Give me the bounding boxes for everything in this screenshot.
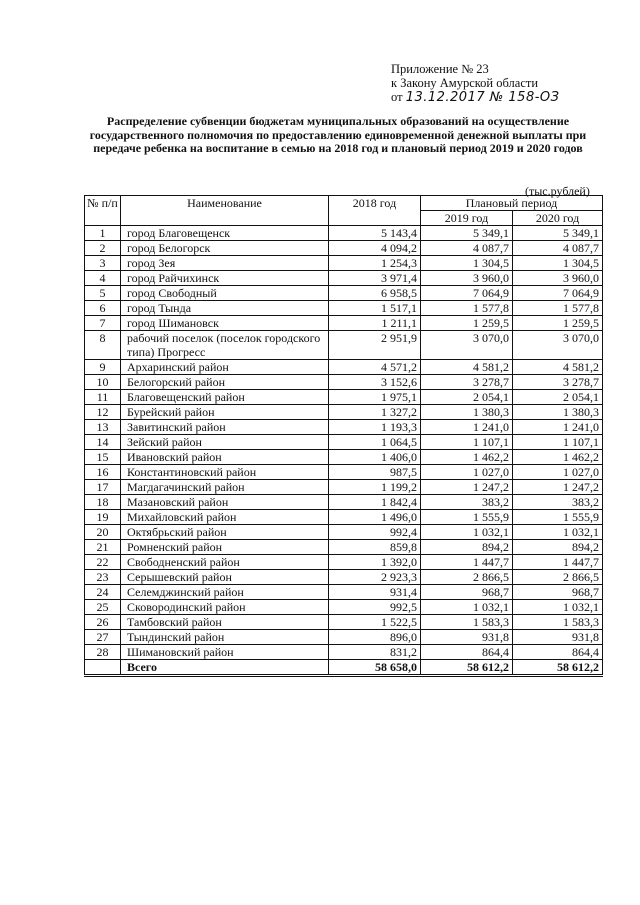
- row-value-2020: 383,2: [513, 495, 603, 510]
- row-value-2020: 1 555,9: [513, 510, 603, 525]
- row-value-2018: 987,5: [329, 465, 421, 480]
- row-value-2018: 992,4: [329, 525, 421, 540]
- row-name: Ивановский район: [121, 450, 329, 465]
- row-value-2018: 1 193,3: [329, 420, 421, 435]
- row-value-2018: 1 496,0: [329, 510, 421, 525]
- row-number: 22: [85, 555, 121, 570]
- appendix-date-line: [391, 90, 559, 105]
- row-name: Завитинский район: [121, 420, 329, 435]
- appendix-number: Приложение № 23: [391, 62, 489, 76]
- row-value-2019: 1 027,0: [421, 465, 513, 480]
- row-value-2019: 1 583,3: [421, 615, 513, 630]
- row-name: Октябрьский район: [121, 525, 329, 540]
- row-value-2020: 4 581,2: [513, 360, 603, 375]
- row-number: 9: [85, 360, 121, 375]
- subvention-table: [84, 195, 603, 677]
- row-name: город Тында: [121, 301, 329, 316]
- row-value-2020: 3 960,0: [513, 271, 603, 286]
- row-number: 1: [85, 226, 121, 241]
- row-value-2019: 2 054,1: [421, 390, 513, 405]
- row-value-2020: 931,8: [513, 630, 603, 645]
- row-value-2019: 4 087,7: [421, 241, 513, 256]
- row-value-2019: 894,2: [421, 540, 513, 555]
- row-number: 26: [85, 615, 121, 630]
- row-number: 20: [85, 525, 121, 540]
- table-row: [85, 480, 603, 495]
- row-name: Тындинский район: [121, 630, 329, 645]
- header-2020: 2020 год: [513, 211, 603, 226]
- row-value-2020: 1 577,8: [513, 301, 603, 316]
- row-value-2018: 931,4: [329, 585, 421, 600]
- table-body: [85, 226, 603, 676]
- row-value-2020: 1 380,3: [513, 405, 603, 420]
- row-value-2019: 1 380,3: [421, 405, 513, 420]
- row-value-2019: 4 581,2: [421, 360, 513, 375]
- row-name: Серышевский район: [121, 570, 329, 585]
- row-number: 21: [85, 540, 121, 555]
- row-value-2019: 1 247,2: [421, 480, 513, 495]
- row-value-2018: 831,2: [329, 645, 421, 660]
- row-value-2018: 992,5: [329, 600, 421, 615]
- header-planned-period: Плановый период: [421, 196, 603, 211]
- row-name: рабочий поселок (поселок городского типа) Прогресс: [121, 331, 329, 360]
- row-value-2020: 5 349,1: [513, 226, 603, 241]
- row-name: город Зея: [121, 256, 329, 271]
- table-row: [85, 525, 603, 540]
- table-row: [85, 630, 603, 645]
- row-value-2019: 1 555,9: [421, 510, 513, 525]
- table-row: [85, 331, 603, 360]
- row-value-2018: 2 951,9: [329, 331, 421, 360]
- row-name: город Шимановск: [121, 316, 329, 331]
- table-row: [85, 540, 603, 555]
- appendix-block: [391, 62, 559, 105]
- row-name: Магдагачинский район: [121, 480, 329, 495]
- row-value-2018: 4 571,2: [329, 360, 421, 375]
- row-value-2018: 1 064,5: [329, 435, 421, 450]
- row-number: 23: [85, 570, 121, 585]
- row-value-2019: 3 278,7: [421, 375, 513, 390]
- row-value-2018: 1 254,3: [329, 256, 421, 271]
- table-row: [85, 390, 603, 405]
- row-value-2019: 383,2: [421, 495, 513, 510]
- row-value-2018: 1 211,1: [329, 316, 421, 331]
- row-name: город Благовещенск: [121, 226, 329, 241]
- row-value-2019: 1 447,7: [421, 555, 513, 570]
- row-value-2020: 1 241,0: [513, 420, 603, 435]
- row-value-2019: 1 032,1: [421, 600, 513, 615]
- row-value-2018: 3 971,4: [329, 271, 421, 286]
- row-number: 28: [85, 645, 121, 660]
- table-row: [85, 420, 603, 435]
- table-row: [85, 360, 603, 375]
- row-number: 13: [85, 420, 121, 435]
- row-name: город Свободный: [121, 286, 329, 301]
- row-value-2018: 1 199,2: [329, 480, 421, 495]
- row-value-2018: 6 958,5: [329, 286, 421, 301]
- row-value-2020: 1 032,1: [513, 600, 603, 615]
- row-value-2018: 1 975,1: [329, 390, 421, 405]
- row-value-2019: 968,7: [421, 585, 513, 600]
- row-value-2019: 7 064,9: [421, 286, 513, 301]
- row-value-2020: 7 064,9: [513, 286, 603, 301]
- total-2020: 58 612,2: [513, 660, 603, 676]
- row-number: 6: [85, 301, 121, 316]
- row-value-2019: 3 070,0: [421, 331, 513, 360]
- row-value-2020: 968,7: [513, 585, 603, 600]
- handwritten-date-number: 13.12.2017 № 158-ОЗ: [405, 90, 560, 105]
- row-value-2018: 4 094,2: [329, 241, 421, 256]
- table-row: [85, 450, 603, 465]
- row-value-2019: 1 259,5: [421, 316, 513, 331]
- table-row: [85, 615, 603, 630]
- table-row: [85, 256, 603, 271]
- header-2018: 2018 год: [329, 196, 421, 226]
- total-row: [85, 660, 603, 676]
- row-value-2020: 2 866,5: [513, 570, 603, 585]
- row-number: 4: [85, 271, 121, 286]
- row-value-2020: 3 070,0: [513, 331, 603, 360]
- total-num: [85, 660, 121, 676]
- table-row: [85, 241, 603, 256]
- row-value-2020: 1 259,5: [513, 316, 603, 331]
- row-name: город Райчихинск: [121, 271, 329, 286]
- row-name: Архаринский район: [121, 360, 329, 375]
- row-value-2018: 859,8: [329, 540, 421, 555]
- row-name: Благовещенский район: [121, 390, 329, 405]
- row-value-2020: 2 054,1: [513, 390, 603, 405]
- row-value-2020: 1 027,0: [513, 465, 603, 480]
- total-label: Всего: [121, 660, 329, 676]
- row-name: город Белогорск: [121, 241, 329, 256]
- row-value-2020: 1 447,7: [513, 555, 603, 570]
- row-value-2018: 1 392,0: [329, 555, 421, 570]
- table-row: [85, 301, 603, 316]
- row-number: 5: [85, 286, 121, 301]
- row-value-2019: 1 304,5: [421, 256, 513, 271]
- header-name: Наименование: [121, 196, 329, 226]
- row-name: Селемджинский район: [121, 585, 329, 600]
- row-value-2020: 3 278,7: [513, 375, 603, 390]
- row-value-2018: 1 406,0: [329, 450, 421, 465]
- table-row: [85, 555, 603, 570]
- row-value-2018: 5 143,4: [329, 226, 421, 241]
- row-value-2019: 1 577,8: [421, 301, 513, 316]
- appendix-law-ref: к Закону Амурской области: [391, 76, 539, 90]
- appendix-date-prefix: от: [391, 90, 403, 104]
- row-number: 7: [85, 316, 121, 331]
- row-value-2018: 2 923,3: [329, 570, 421, 585]
- row-value-2019: 1 032,1: [421, 525, 513, 540]
- row-name: Белогорский район: [121, 375, 329, 390]
- row-value-2019: 2 866,5: [421, 570, 513, 585]
- total-2019: 58 612,2: [421, 660, 513, 676]
- row-number: 15: [85, 450, 121, 465]
- row-value-2019: 1 107,1: [421, 435, 513, 450]
- table-row: [85, 435, 603, 450]
- row-number: 12: [85, 405, 121, 420]
- row-value-2019: 5 349,1: [421, 226, 513, 241]
- row-value-2019: 931,8: [421, 630, 513, 645]
- row-name: Михайловский район: [121, 510, 329, 525]
- row-value-2018: 1 522,5: [329, 615, 421, 630]
- row-name: Шимановский район: [121, 645, 329, 660]
- row-name: Зейский район: [121, 435, 329, 450]
- row-value-2020: 1 583,3: [513, 615, 603, 630]
- row-number: 8: [85, 331, 121, 360]
- row-name: Константиновский район: [121, 465, 329, 480]
- table-row: [85, 465, 603, 480]
- row-name: Мазановский район: [121, 495, 329, 510]
- row-value-2018: 896,0: [329, 630, 421, 645]
- row-value-2020: 1 247,2: [513, 480, 603, 495]
- table-row: [85, 495, 603, 510]
- row-number: 11: [85, 390, 121, 405]
- header-2019: 2019 год: [421, 211, 513, 226]
- row-number: 2: [85, 241, 121, 256]
- table-row: [85, 600, 603, 615]
- row-number: 18: [85, 495, 121, 510]
- table-row: [85, 286, 603, 301]
- table-row: [85, 375, 603, 390]
- row-value-2020: 1 304,5: [513, 256, 603, 271]
- row-number: 16: [85, 465, 121, 480]
- row-value-2019: 864,4: [421, 645, 513, 660]
- row-value-2020: 864,4: [513, 645, 603, 660]
- row-number: 27: [85, 630, 121, 645]
- table-row: [85, 405, 603, 420]
- row-value-2019: 1 462,2: [421, 450, 513, 465]
- row-number: 25: [85, 600, 121, 615]
- row-name: Тамбовский район: [121, 615, 329, 630]
- row-number: 17: [85, 480, 121, 495]
- row-number: 14: [85, 435, 121, 450]
- table-row: [85, 226, 603, 241]
- table-row: [85, 316, 603, 331]
- table-row: [85, 585, 603, 600]
- table-row: [85, 510, 603, 525]
- row-name: Сковородинский район: [121, 600, 329, 615]
- total-2018: 58 658,0: [329, 660, 421, 676]
- row-value-2018: 1 842,4: [329, 495, 421, 510]
- row-value-2020: 4 087,7: [513, 241, 603, 256]
- row-value-2019: 1 241,0: [421, 420, 513, 435]
- row-number: 19: [85, 510, 121, 525]
- row-number: 3: [85, 256, 121, 271]
- header-num: № п/п: [85, 196, 121, 226]
- row-value-2020: 1 107,1: [513, 435, 603, 450]
- row-name: Ромненский район: [121, 540, 329, 555]
- row-value-2018: 1 517,1: [329, 301, 421, 316]
- row-value-2020: 1 462,2: [513, 450, 603, 465]
- table-row: [85, 570, 603, 585]
- table-row: [85, 645, 603, 660]
- row-number: 10: [85, 375, 121, 390]
- row-value-2019: 3 960,0: [421, 271, 513, 286]
- row-name: Бурейский район: [121, 405, 329, 420]
- row-value-2020: 894,2: [513, 540, 603, 555]
- row-name: Свободненский район: [121, 555, 329, 570]
- row-value-2018: 3 152,6: [329, 375, 421, 390]
- document-title: Распределение субвенции бюджетам муниципальных образований на осуществление государственного полномочия по предоставлению единовременной денежной выплаты при передаче ребенка на воспитание в семью на 2018 год и плановый период 2019 и 2020 годов: [89, 114, 587, 155]
- units-label: (тыс.рублей): [525, 184, 590, 198]
- row-value-2020: 1 032,1: [513, 525, 603, 540]
- row-value-2018: 1 327,2: [329, 405, 421, 420]
- table-row: [85, 271, 603, 286]
- row-number: 24: [85, 585, 121, 600]
